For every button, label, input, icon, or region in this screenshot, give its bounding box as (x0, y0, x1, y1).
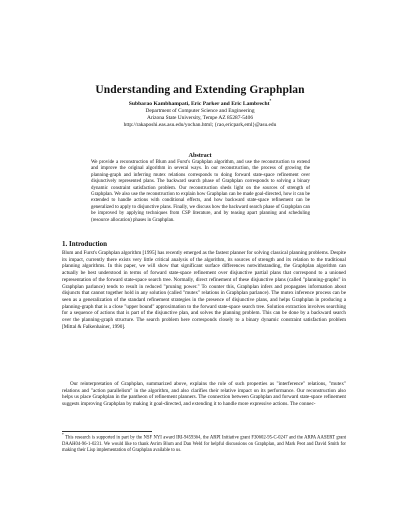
department: Department of Computer Science and Engineering (145, 108, 255, 114)
intro-paragraph-1: Blum and Furst's Graphplan algorithm [1995] has recently emerged as the fastest planner for solving classical planning problems. Despite its impact, currently there exists very little critical analysis of the algorithm, its sources of strength and its relation to the traditional planning algorithms. In this paper, we will show that significant surface differences notwithstanding, the Graphplan algorithm can actually be best understood in terms of forward state-space refinement over disjunctive partial plans that correspond to a unioned representation of the forward state-space search tree. Normally, direct refinement of these disjunctive plans (called "planning-graphs" in Graphplan parlance) tends to result in reduced "pruning power." To counter this, Graphplan infers and propagates information about disjuncts that cannot together hold in any solution (called "mutex" relations in Graphplan parlance). The mutex inference process can be seen as a generalization of the standard refinement strategies in the presence of disjunctive plans, and helps Graphplan in producing a planning-graph that is a close "upper bound" approximation to the forward state-space search tree. Solution extraction involves searching for a sequence of actions that is part of the disjunctive plan, and solves the planning problem. This can be done by a backward search over the planning-graph structure. The search problem here corresponds closely to a binary dynamic constraint satisfaction problem [Mittal & Falkenhainer, 1990]. (62, 250, 346, 330)
intro-paragraph-2: Our reinterpretation of Graphplan, summarized above, explains the role of such properties as "interference" relations, "mutex" relations and "action parallelism" in the algorithm, and also clarifies their relative impact on its performance. Our reconstruction also helps us place Graphplan in the pantheon of refinement planners. The connection between Graphplan and forward state-space refinement suggests improving Graphplan by making it goal-directed, and extending it to handle more expressive actions. The connec- (62, 381, 346, 408)
footnote-mark: * (62, 433, 64, 437)
university: Arizona State University, Tempe AZ 85287-5406 (146, 115, 254, 121)
abstract-heading: Abstract (188, 152, 212, 159)
author-line (0, 101, 400, 107)
author-names: Subbarao Kambhampati, Eric Parker and Eric Lambrecht (128, 101, 270, 107)
author-footnote-mark: * (269, 99, 272, 104)
abstract-text: We provide a reconstruction of Blum and Furst's Graphplan algorithm, and use the reconstruction to extend and improve the original algorithm in several ways. In our reconstruction, the process of growing the planning-graph and inferring mutex relations corresponds to doing forward state-space refinement over disjunctively represented plans. The backward search phase of Graphplan corresponds to solving a binary dynamic constraint satisfaction problem. Our reconstruction sheds light on the sources of strength of Graphplan. We also use the reconstruction to explain how Graphplan can be made goal-directed, how it can be extended to handle actions with conditional effects, and how backward state-space refinement can be generalized to apply to disjunctive plans. Finally, we discuss how the backward search phase of Graphplan can be improved by applying techniques from CSP literature, and by teasing apart planning and scheduling (resource allocation) phases in Graphplan. (91, 160, 310, 223)
footnote-text: This research is supported in part by the NSF NYI award IRI-9459364, the ARPI Initiative grant F30602-95-C-0247 and the ARPA AASERT grant DAAH04-96-1-0231. We would like to thank Avrim Blum and Dan Weld for helpful discussions on Graphplan, and Mark Peot and David Smith for making their Lisp implementation of Graphplan available to us. (62, 435, 346, 453)
contact-line: http://rakaposhi.eas.asu.edu/yochan.html; {rao,ericpark,eml}@asu.edu (123, 122, 277, 128)
footnote-rule (62, 431, 152, 432)
paper-title: Understanding and Extending Graphplan (95, 84, 305, 96)
section-heading: 1. Introduction (62, 240, 107, 248)
footnote (62, 435, 346, 454)
